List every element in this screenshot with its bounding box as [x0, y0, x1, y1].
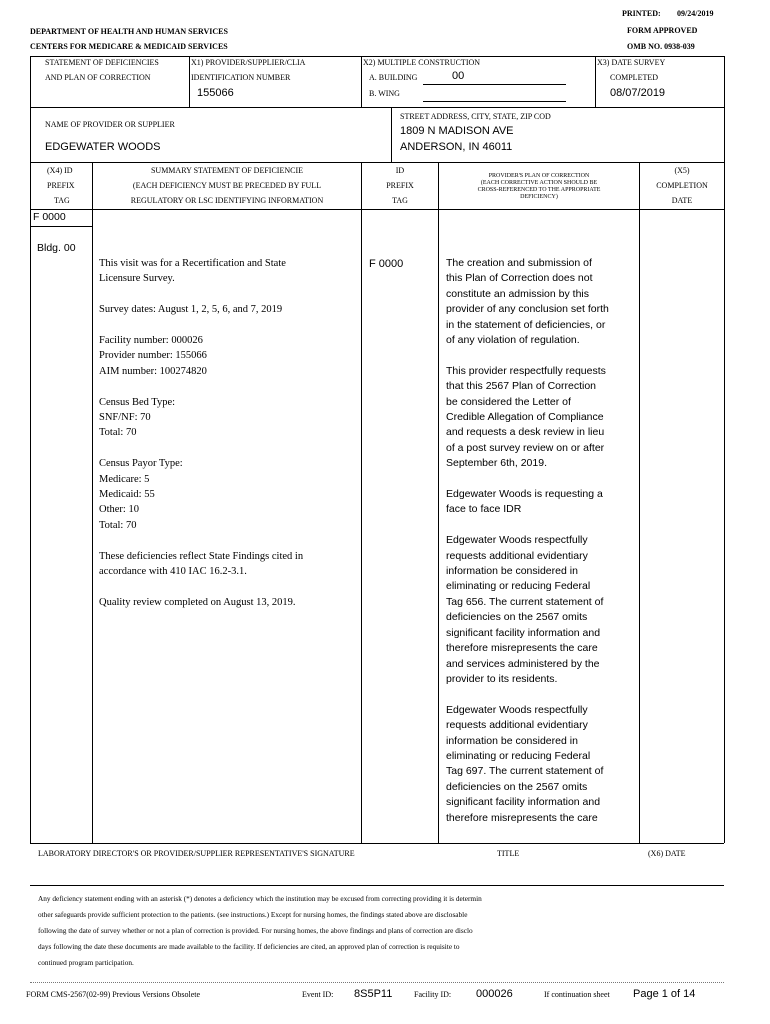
summary-line: [99, 533, 303, 548]
plan-line: provider to its residents.: [446, 672, 558, 685]
plan-line: Tag 656. The current statement of: [446, 595, 604, 608]
plan-header-line1: PROVIDER'S PLAN OF CORRECTION: [488, 173, 590, 179]
id-tag-label: TAG: [392, 196, 408, 205]
plan-line: requests additional evidentiary: [446, 549, 588, 562]
x5-completion-label: COMPLETION: [656, 181, 708, 190]
summary-line: Medicaid: 55: [99, 489, 155, 501]
summary-line: accordance with 410 IAC 16.2-3.1.: [99, 566, 247, 578]
event-id-value: 8S5P11: [354, 988, 393, 1000]
plan-line: this Plan of Correction does not: [446, 272, 593, 285]
plan-line: of any violation of regulation.: [446, 334, 580, 347]
plan-header-line2: (EACH CORRECTIVE ACTION SHOULD BE: [480, 180, 598, 186]
provider-name-value: EDGEWATER WOODS: [45, 141, 161, 153]
left-tag: F 0000: [33, 211, 66, 223]
plan-line: [446, 348, 609, 363]
omb-number: OMB NO. 0938-039: [627, 42, 695, 51]
disclaimer-line4: days following the date these documents are made available to the facility. If deficiencies are cited, an approved plan of correction is requisite to: [38, 942, 460, 951]
summary-line: [99, 379, 303, 394]
summary-statement: [99, 256, 303, 610]
mid-tag: F 0000: [369, 258, 404, 270]
summary-line: This visit was for a Recertification and State: [99, 258, 286, 269]
plan-line: Credible Allegation of Compliance: [446, 411, 604, 424]
summary-header-line1: SUMMARY STATEMENT OF DEFICIENCIE: [150, 166, 304, 175]
plan-line: [446, 687, 609, 702]
plan-line: information be considered in: [446, 565, 578, 578]
x5-label: (X5): [674, 166, 690, 175]
plan-line: that this 2567 Plan of Correction: [446, 380, 597, 393]
plan-line: face to face IDR: [446, 503, 522, 516]
plan-line: Edgewater Woods respectfully: [446, 703, 588, 716]
plan-line: significant facility information and: [446, 796, 601, 809]
id-prefix-label: PREFIX: [386, 181, 414, 190]
provider-name-label: NAME OF PROVIDER OR SUPPLIER: [45, 120, 175, 129]
date-label: (X6) DATE: [648, 849, 686, 858]
summary-line: These deficiencies reflect State Findings cited in: [99, 550, 304, 562]
summary-line: Quality review completed on August 13, 2019.: [99, 596, 296, 608]
statement-label-line2: AND PLAN OF CORRECTION: [45, 73, 151, 82]
x5-date-label: DATE: [671, 196, 693, 205]
summary-line: [99, 287, 303, 302]
facility-id-label: Facility ID:: [414, 990, 452, 999]
x4-id-label: (X4) ID: [47, 166, 73, 175]
summary-line: Medicare: 5: [99, 473, 150, 485]
building-value: 00: [452, 70, 465, 82]
summary-line: [99, 579, 303, 594]
statement-label-line1: STATEMENT OF DEFICIENCIES: [45, 58, 159, 67]
plan-line: and requests a desk review in lieu: [446, 426, 605, 439]
plan-line: therefore misrepresents the care: [446, 811, 598, 824]
page-number: Page 1 of 14: [633, 988, 696, 1000]
plan-line: This provider respectfully requests: [446, 364, 606, 377]
x3-label-line2: COMPLETED: [610, 73, 658, 82]
plan-line: deficiencies on the 2567 omits: [446, 611, 588, 624]
plan-line: eliminating or reducing Federal: [446, 749, 591, 762]
department-name: DEPARTMENT OF HEALTH AND HUMAN SERVICES: [30, 27, 228, 36]
plan-header-line4: DEFICIENCY): [520, 194, 558, 200]
summary-line: Provider number: 155066: [99, 350, 207, 362]
id-label: ID: [395, 166, 405, 175]
summary-line: [99, 318, 303, 333]
form-number: FORM CMS-2567(02-99) Previous Versions Obsolete: [26, 990, 201, 999]
address-label: STREET ADDRESS, CITY, STATE, ZIP COD: [400, 112, 551, 121]
plan-line: information be considered in: [446, 734, 578, 747]
survey-completed-date: 08/07/2019: [610, 87, 666, 99]
plan-line: in the statement of deficiencies, or: [446, 318, 606, 331]
summary-header-line2: (EACH DEFICIENCY MUST BE PRECEDED BY FULL: [132, 181, 322, 190]
plan-line: The creation and submission of: [446, 257, 592, 269]
continuation-label: If continuation sheet: [544, 990, 610, 999]
wing-label: B. WING: [369, 89, 400, 98]
summary-line: Total: 70: [99, 427, 137, 439]
summary-line: SNF/NF: 70: [99, 412, 151, 424]
x2-label: X2) MULTIPLE CONSTRUCTION: [363, 58, 481, 67]
summary-line: Other: 10: [99, 504, 139, 516]
plan-line: be considered the Letter of: [446, 395, 571, 408]
disclaimer-line2: other safeguards provide sufficient protection to the patients. (see instructions.) Except for nursing homes, the findings stated above are disclosable: [38, 910, 468, 919]
plan-line: significant facility information and: [446, 626, 601, 639]
plan-line: Edgewater Woods is requesting a: [446, 488, 603, 501]
address-line1: 1809 N MADISON AVE: [400, 125, 514, 137]
plan-line: provider of any conclusion set forth: [446, 303, 609, 316]
plan-line: deficiencies on the 2567 omits: [446, 780, 588, 793]
summary-line: Census Bed Type:: [99, 396, 176, 408]
summary-line: Census Payor Type:: [99, 458, 183, 470]
x1-label-line1: X1) PROVIDER/SUPPLIER/CLIA: [191, 58, 306, 67]
plan-line: constitute an admission by this: [446, 287, 589, 300]
summary-line: Survey dates: August 1, 2, 5, 6, and 7, 2019: [99, 304, 283, 316]
x3-label-line1: X3) DATE SURVEY: [597, 58, 666, 67]
plan-line: September 6th, 2019.: [446, 457, 547, 470]
summary-header-line3: REGULATORY OR LSC IDENTIFYING INFORMATION: [130, 196, 324, 205]
summary-line: AIM number: 100274820: [99, 365, 207, 377]
plan-header-line3: CROSS-REFERENCED TO THE APPROPRIATE: [477, 187, 601, 193]
x4-tag-label: TAG: [54, 196, 70, 205]
facility-id-value: 000026: [476, 988, 513, 1000]
disclaimer-line5: continued program participation.: [38, 958, 134, 967]
centers-name: CENTERS FOR MEDICARE & MEDICAID SERVICES: [30, 42, 228, 51]
plan-line: Edgewater Woods respectfully: [446, 534, 588, 547]
x4-prefix-label: PREFIX: [47, 181, 75, 190]
plan-line: of a post survey review on or after: [446, 441, 605, 454]
summary-line: Licensure Survey.: [99, 273, 175, 285]
summary-line: Facility number: 000026: [99, 335, 203, 346]
disclaimer-line3: following the date of survey whether or not a plan of correction is provided. For nursing homes, the above findings and plans of correction are disclo: [38, 926, 473, 935]
x1-label-line2: IDENTIFICATION NUMBER: [191, 73, 291, 82]
plan-line: Tag 697. The current statement of: [446, 765, 604, 778]
plan-line: and services administered by the: [446, 657, 600, 670]
plan-line: therefore misrepresents the care: [446, 642, 598, 655]
disclaimer-line1: Any deficiency statement ending with an asterisk (*) denotes a deficiency which the institution may be excused from correcting providing it is determin: [38, 894, 482, 903]
printed-label: PRINTED:: [622, 9, 661, 18]
plan-line: [446, 472, 609, 487]
summary-line: [99, 441, 303, 456]
plan-of-correction: [446, 256, 609, 826]
plan-line: [446, 518, 609, 533]
plan-line: eliminating or reducing Federal: [446, 580, 591, 593]
summary-line: Total: 70: [99, 519, 137, 531]
building-label: A. BUILDING: [369, 73, 418, 82]
form-approved: FORM APPROVED: [627, 26, 698, 35]
event-id-label: Event ID:: [302, 990, 334, 999]
address-line2: ANDERSON, IN 46011: [400, 141, 513, 153]
printed-date: 09/24/2019: [677, 9, 714, 18]
plan-line: requests additional evidentiary: [446, 719, 588, 732]
signature-label: LABORATORY DIRECTOR'S OR PROVIDER/SUPPLIER REPRESENTATIVE'S SIGNATURE: [38, 849, 355, 858]
building-code: Bldg. 00: [37, 242, 76, 254]
title-label: TITLE: [497, 849, 520, 858]
provider-id-value: 155066: [197, 87, 234, 99]
